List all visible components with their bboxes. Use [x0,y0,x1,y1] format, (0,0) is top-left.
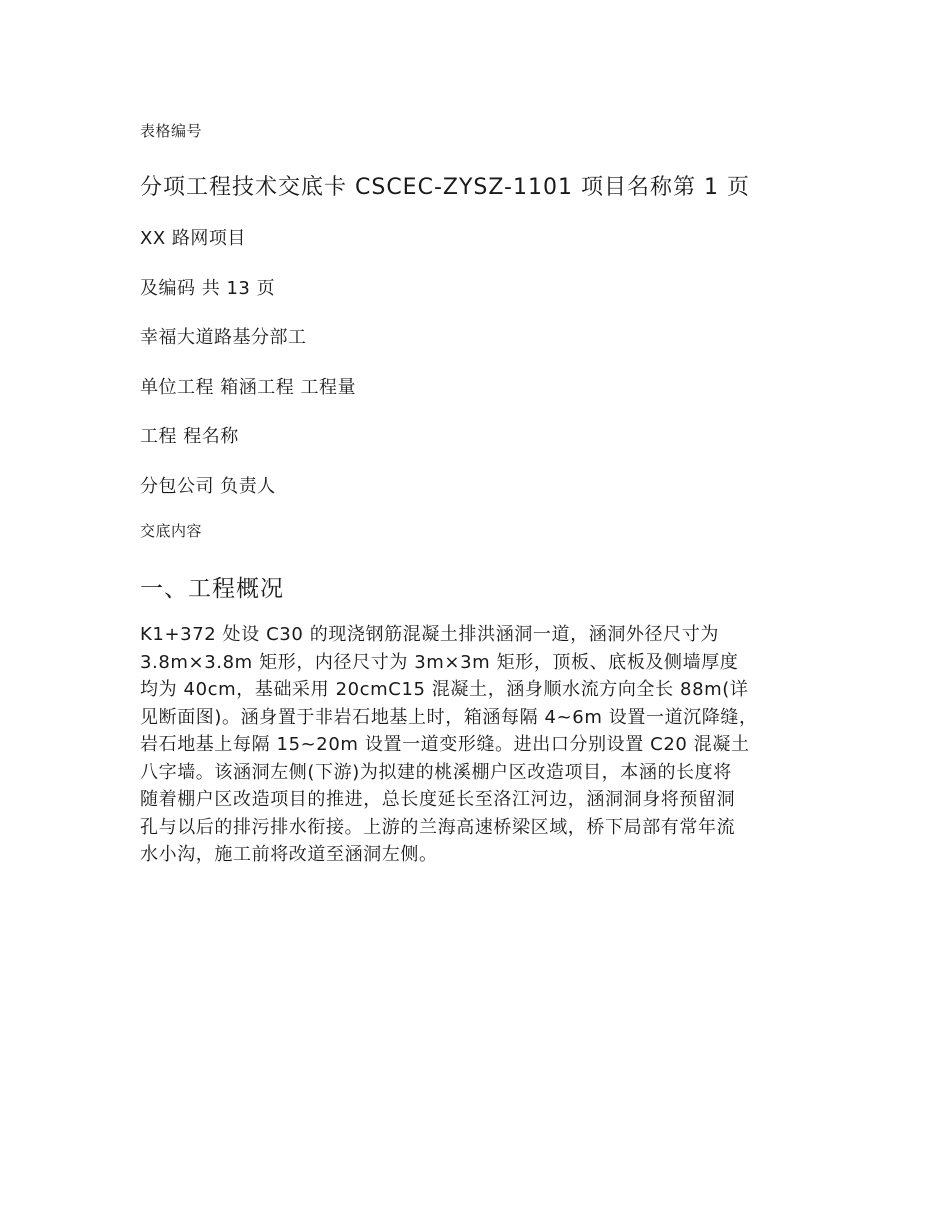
subcontractor-line: 分包公司 负责人 [140,476,276,497]
overview-paragraph [140,621,830,869]
content-label: 交底内容 [140,522,203,540]
paragraph-line: 均为 40cm，基础采用 20cmC15 混凝土，涵身顺水流方向全长 88m(详 [140,679,749,700]
paragraph-line: 3.8m×3.8m 矩形，内径尺寸为 3m×3m 矩形，顶板、底板及侧墙厚度 [140,651,739,673]
paragraph-line: 岩石地基上每隔 15~20m 设置一道变形缝。进出口分别设置 C20 混凝土 [140,734,750,755]
code-and-pages: 及编码 共 13 页 [140,278,276,299]
paragraph-line: K1+372 处设 C30 的现浇钢筋混凝土排洪涵洞一道，涵洞外径尺寸为 [140,624,719,645]
paragraph-line: 随着棚户区改造项目的推进，总长度延长至洛江河边，涵洞洞身将预留洞 [140,789,736,810]
unit-line: 单位工程 箱涵工程 工程量 [140,377,356,398]
project-name: XX 路网项目 [140,228,246,249]
document-title: 分项工程技术交底卡 CSCEC-ZYSZ-1101 项目名称第 1 页 [140,175,750,200]
paragraph-line: 见断面图)。涵身置于非岩石地基上时，箱涵每隔 4~6m 设置一道沉降缝， [140,706,758,728]
project-line: 工程 程名称 [140,426,239,447]
section-heading: 一、工程概况 [140,576,284,602]
paragraph-line: 孔与以后的排污排水衔接。上游的兰海高速桥梁区域，桥下局部有常年流 [140,816,736,838]
paragraph-line: 水小沟，施工前将改道至涵洞左侧。 [140,844,438,865]
paragraph-line: 八字墙。该涵洞左侧(下游)为拟建的桃溪棚户区改造项目，本涵的长度将 [140,761,732,783]
sub-division: 幸福大道路基分部工 [140,327,307,348]
form-number-label: 表格编号 [140,122,203,140]
